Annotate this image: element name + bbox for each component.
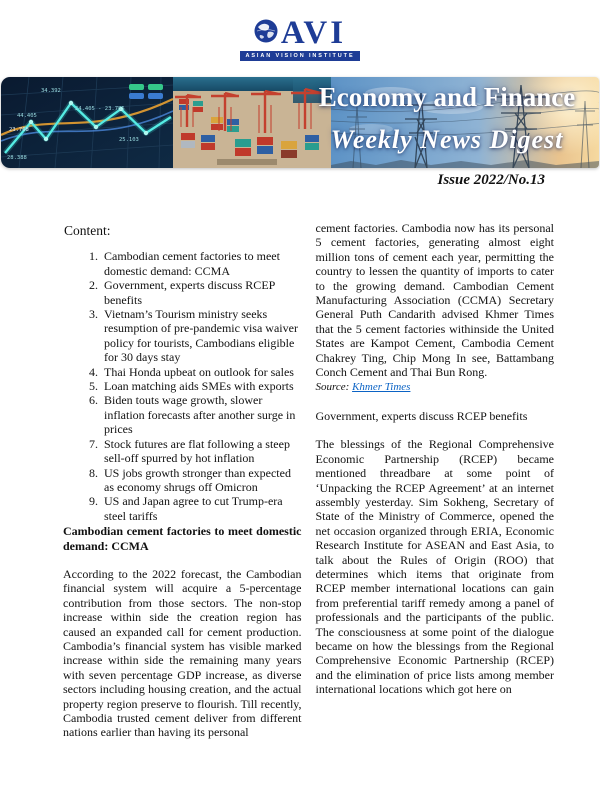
article-body-cement: According to the 2022 forecast, the Cambodian financial system will acquire a 5-percentage contribution from those sectors. The non-stop increase within side the creation region has caused an expanded call for cement production. Cambodia’s financial system has visible marked increase within side the remaining many years with seven percentage GDP increase, as diverse sectors including housing creation, and the actual property region preserve to flourish. Till recently, Cambodia trusted cement deliver from different nations earlier than having its personal [63, 566, 302, 740]
toc-item: 6. Biden touts wage growth, slower inflation forecasts after another surge in prices [101, 393, 302, 436]
globe-icon [254, 19, 278, 48]
svg-text:44.405: 44.405 [17, 113, 37, 119]
article-body-cement-continued: cement factories. Cambodia now has its personal 5 cement factories, generating almost eight million tons of cement each year, permitting the country to lessen the quantity of imports to cater to the growing demand. Cambodian Cement Manufacturing Association (CCMA) Secretary General Puth Candarith advised Khmer Times that the 5 cement factories withinside the United States are Kampot Cement, Cambodia Cement Chakrey Ting, Chip Mong In see, Battambang Conch Cement and Thai Bun Rong. [315, 221, 554, 380]
banner [1, 77, 599, 168]
toc-item: 7. Stock futures are flat following a steep sell-off spurred by hot inflation [101, 437, 302, 466]
logo-acronym: AVI [280, 15, 347, 51]
market-chart-panel [1, 77, 173, 168]
logo-wordmark-bar: ASIAN VISION INSTITUTE [240, 51, 359, 61]
toc-item: 3. Vietnam’s Tourism ministry seeks resumption of pre-pandemic visa waiver policy for tourists, Cambodians eligible for 30 days stay [101, 307, 302, 365]
toc-item: 4. Thai Honda upbeat on outlook for sales [101, 365, 302, 379]
source-link[interactable]: Khmer Times [352, 381, 411, 394]
banner-subtitle: Weekly News Digest [330, 125, 564, 154]
banner-title: Economy and Finance [318, 82, 576, 112]
toc-item: 5. Loan matching aids SMEs with exports [101, 379, 302, 393]
toc-heading: Content: [64, 223, 111, 238]
toc-item: 9. US and Japan agree to cut Trump-era steel tariffs [101, 494, 302, 523]
source-label: Source: [315, 381, 350, 394]
content-area [63, 221, 554, 740]
article-body-rcep: The blessings of the Regional Comprehensive Economic Partnership (RCEP) became mentioned threadbare at some point of ‘Unpacking the RCEP Agreement’ at an internet assembly yesterday. Sim Sokheng, Secretary of State of the Ministry of Commerce, opened the net occasion organized through ERIA, Economic Research Institute for ASEAN and East Asia, to talk about the Rules of Origin (ROO) that determines which items that originate from RCEP member international locations can gain from preferential tariff remedy among a panel of professionals and the participants of the public. The consciousness at some point of the dialogue became on how the blessings from the Regional Comprehensive Economic Partnership (RCEP) and the elimination of price lists among member international locations which got here on [315, 437, 554, 697]
left-column [63, 221, 302, 740]
avi-logo [0, 15, 600, 61]
issue-label: Issue 2022/No.13 [437, 172, 545, 188]
source-line [316, 380, 555, 394]
svg-text:34.392: 34.392 [41, 88, 61, 94]
toc-item: 1. Cambodian cement factories to meet domestic demand: CCMA [101, 249, 302, 278]
svg-text:24.405 - 23.785: 24.405 - 23.785 [75, 106, 125, 112]
toc-list [63, 249, 302, 523]
svg-text:28.388: 28.388 [7, 155, 27, 161]
svg-text:25.103: 25.103 [119, 137, 139, 143]
right-column [316, 221, 555, 740]
toc-item: 2. Government, experts discuss RCEP benefits [101, 278, 302, 307]
toc-item: 8. US jobs growth stronger than expected as economy shrugs off Omicron [101, 466, 302, 495]
article-heading-cement: Cambodian cement factories to meet domestic demand: CCMA [63, 524, 302, 553]
svg-text:23.768: 23.768 [9, 127, 29, 133]
article-heading-rcep: Government, experts discuss RCEP benefits [315, 408, 528, 423]
